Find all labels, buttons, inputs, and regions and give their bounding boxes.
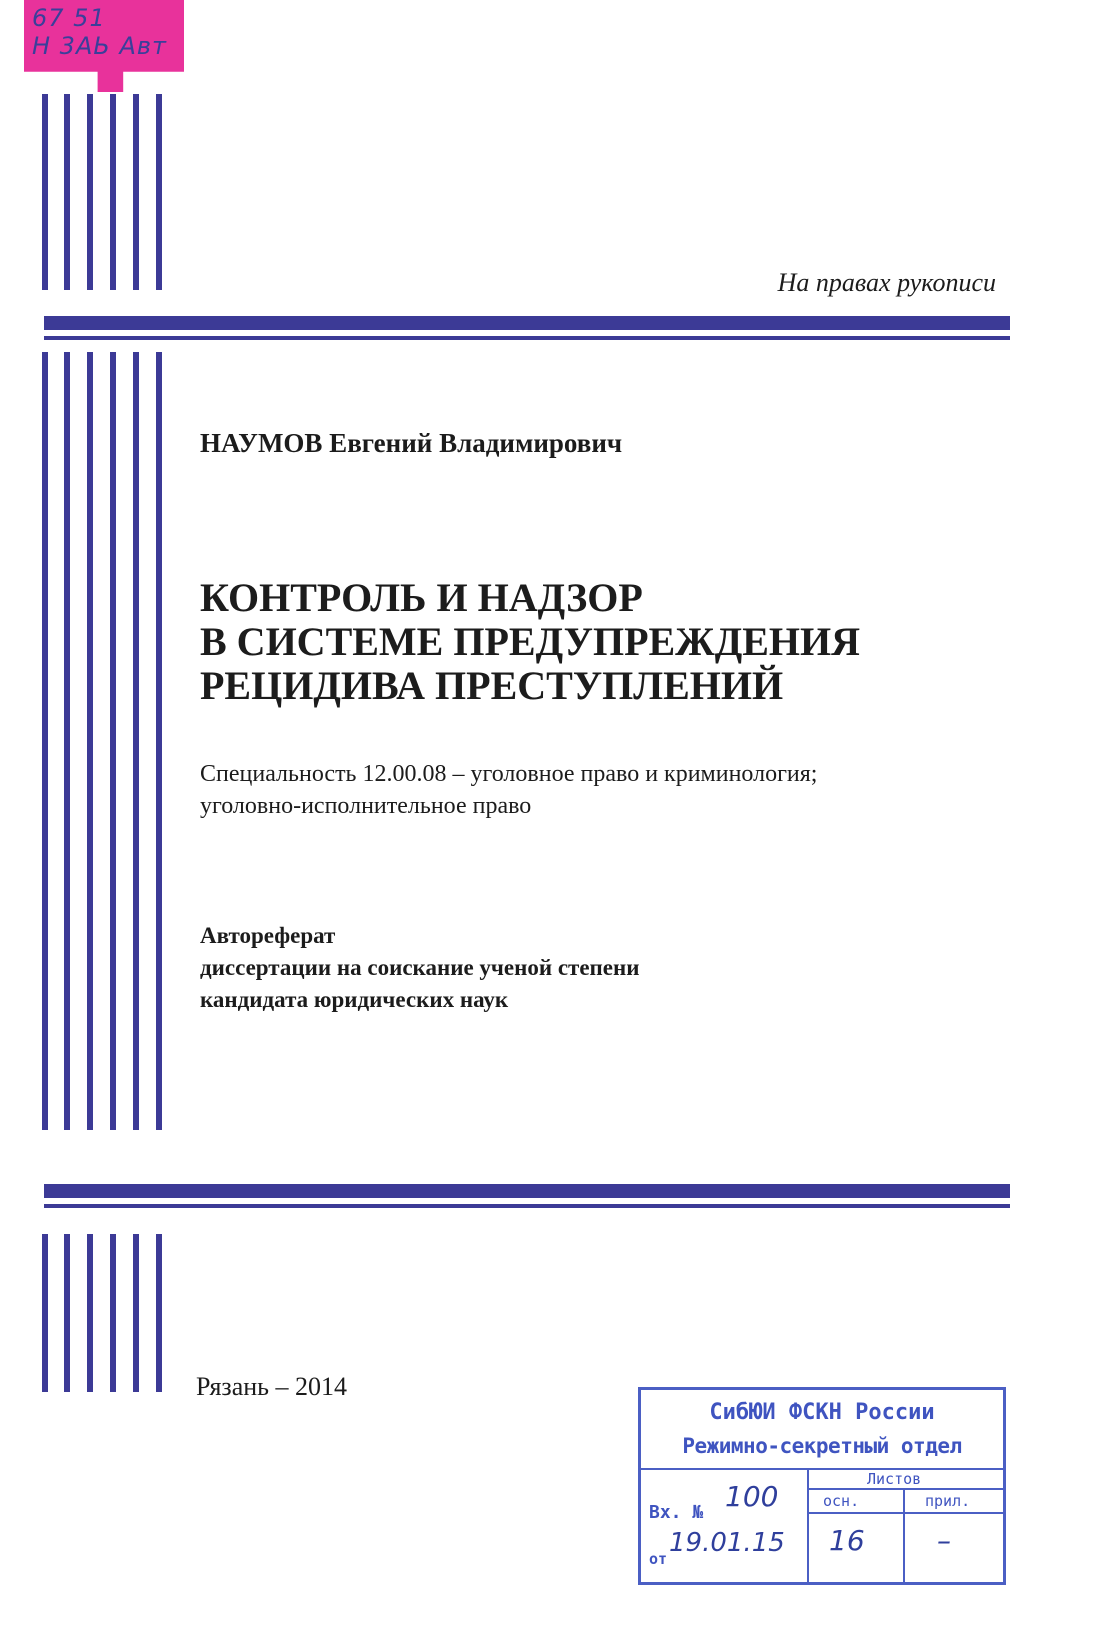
decorative-band-bottom [44, 1184, 1010, 1210]
stamp-divider [807, 1512, 1003, 1514]
manuscript-rights-note: На правах рукописи [777, 268, 996, 297]
stamp-incoming-number: 100 [725, 1480, 779, 1513]
abstract-description [200, 920, 640, 1016]
abstract-line: диссертации на соискание ученой степени [200, 955, 640, 980]
sticker-code: 67 51 [32, 4, 106, 32]
decorative-band-top [44, 316, 1010, 342]
stamp-divider [903, 1488, 905, 1582]
stamp-main-label: осн. [823, 1492, 860, 1510]
document-title [200, 576, 860, 708]
specialty-line: Специальность 12.00.08 – уголовное право и криминология; [200, 761, 818, 787]
stamp-divider [807, 1488, 1003, 1490]
stamp-incoming-label: Вх. № [649, 1502, 704, 1523]
abstract-line: Автореферат [200, 923, 336, 948]
decorative-bars-top [42, 94, 166, 290]
stamp-attach-sheets: – [937, 1524, 951, 1557]
decorative-bars-bottom [42, 1234, 166, 1392]
sticker-line: Н 3АЬ Авт [32, 32, 167, 60]
registration-stamp [638, 1387, 1006, 1585]
title-line: КОНТРОЛЬ И НАДЗОР [200, 575, 643, 620]
title-line: В СИСТЕМЕ ПРЕДУПРЕЖДЕНИЯ [200, 619, 861, 664]
stamp-main-sheets: 16 [829, 1524, 865, 1557]
stamp-sheets-label: Листов [867, 1470, 922, 1488]
specialty [200, 758, 817, 822]
stamp-date: 19.01.15 [669, 1528, 785, 1558]
decorative-bars-middle [42, 352, 166, 1130]
stamp-organization: СибЮИ ФСКН России [709, 1400, 935, 1425]
stamp-department: Режимно-секретный отдел [682, 1434, 962, 1458]
abstract-line: кандидата юридических наук [200, 987, 509, 1012]
stamp-attach-label: прил. [925, 1492, 971, 1510]
stamp-divider [807, 1468, 809, 1582]
stamp-divider [641, 1468, 1003, 1470]
title-line: РЕЦИДИВА ПРЕСТУПЛЕНИЙ [200, 663, 784, 708]
stamp-from-label: от [649, 1550, 668, 1568]
specialty-line: уголовно-исполнительное право [200, 793, 532, 819]
author-name: НАУМОВ Евгений Владимирович [200, 428, 623, 458]
place-and-year: Рязань – 2014 [196, 1372, 348, 1401]
library-sticker-text [32, 4, 172, 64]
